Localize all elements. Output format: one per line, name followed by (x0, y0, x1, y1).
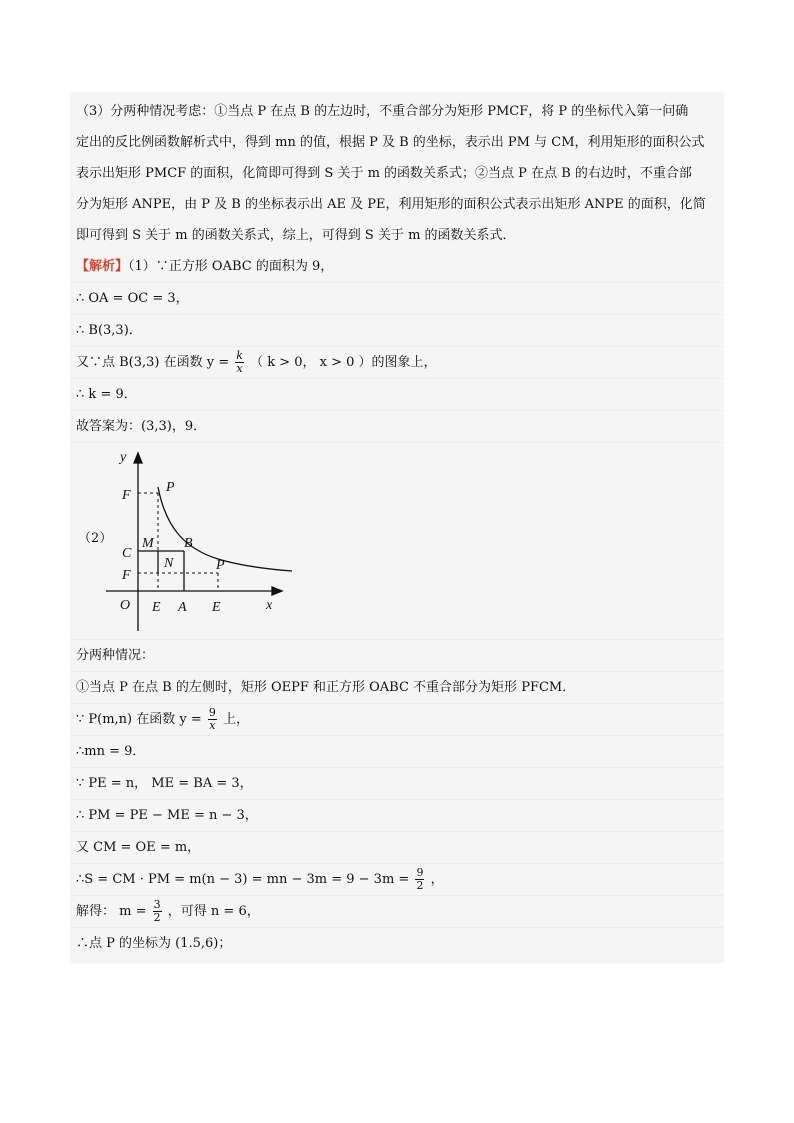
math-line: 又∵点 B(3,3) 在函数 y = (76, 355, 230, 370)
label-P1: P (166, 480, 175, 495)
fraction (153, 899, 162, 924)
label-y: y (120, 450, 127, 465)
fraction-denominator: x (236, 362, 243, 375)
fraction-denominator: x (209, 719, 216, 732)
solution-line-3 (70, 315, 724, 347)
solution-line-1 (70, 251, 724, 283)
text-line: （3）分两种情况考虑：①当点 P 在点 B 的左边时，不重合部分为矩形 PMCF，将 P 的坐标代入第一问确 (76, 104, 689, 119)
text-line: 即可得到 S 关于 m 的函数关系式，综上，可得到 S 关于 m 的函数关系式． (76, 228, 516, 243)
math-line: ，可得 n = 6， (167, 904, 260, 919)
label-C: C (122, 546, 132, 561)
solution-line-8 (70, 672, 724, 704)
text-line: 分两种情况： (76, 648, 155, 663)
text-line: 定出的反比例函数解析式中，得到 mn 的值，根据 P 及 B 的坐标，表示出 PM 与 CM，利用矩形的面积公式 (76, 135, 705, 150)
label-A: A (178, 600, 187, 615)
solution-line-4 (70, 347, 724, 379)
label-M: M (142, 536, 154, 551)
label-E2: E (212, 600, 221, 615)
label-B: B (184, 536, 193, 551)
math-line: ∴点 P 的坐标为 (1.5,6)； (76, 936, 232, 951)
fraction-denominator: 2 (416, 879, 424, 892)
math-line: ∴ k = 9． (76, 387, 137, 402)
math-line: 又 CM = OE = m， (76, 840, 201, 855)
math-line: 上， (223, 712, 250, 727)
figure-label: （2） (78, 531, 113, 546)
label-F1: F (122, 488, 131, 503)
solution-tag: 【解析】 (76, 259, 129, 274)
text-line: ①当点 P 在点 B 的左侧时，矩形 OEPF 和正方形 OABC 不重合部分为矩形 PFCM． (76, 680, 576, 695)
fraction-numerator: 9 (208, 706, 216, 719)
label-F2: F (122, 568, 131, 583)
math-line: ∴mn = 9． (76, 744, 146, 759)
math-line: ∵ PE = n， ME = BA = 3， (76, 776, 253, 791)
math-line: ∴ B(3,3)． (76, 323, 142, 338)
solution-line-6 (70, 411, 724, 443)
label-N: N (164, 556, 174, 571)
solution-line-13 (70, 832, 724, 864)
fraction (208, 707, 217, 732)
text-line: 表示出矩形 PMCF 的面积，化简即可得到 S 关于 m 的函数关系式；②当点 P 在点 B 的右边时，不重合部 (76, 166, 692, 181)
geometry-figure (106, 449, 296, 635)
label-O: O (120, 598, 131, 613)
solution-line-5 (70, 379, 724, 411)
fraction-numerator: 3 (153, 898, 161, 911)
fraction (415, 867, 424, 892)
math-line: （ k > 0， x > 0 ）的图象上， (250, 355, 437, 370)
solution-line-10 (70, 736, 724, 768)
label-x: x (266, 598, 273, 613)
fraction-numerator: 9 (416, 866, 424, 879)
math-line: ， (430, 872, 444, 887)
text-line: 分为矩形 ANPE，由 P 及 B 的坐标表示出 AE 及 PE，利用矩形的面积公式表示出矩形 ANPE 的面积，化简 (76, 197, 706, 212)
hyperbola-curve (158, 487, 292, 571)
document-content (70, 92, 724, 963)
math-line: 解得： m = (76, 904, 147, 919)
x-arrow (272, 587, 282, 595)
math-line: ∴ OA = OC = 3， (76, 291, 189, 306)
math-line: ∴ PM = PE − ME = n − 3， (76, 808, 258, 823)
solution-line-16 (70, 928, 724, 963)
solution-line-2 (70, 283, 724, 315)
solution-line-11 (70, 768, 724, 800)
label-P2: P (216, 558, 225, 573)
fraction (235, 350, 244, 375)
y-arrow (134, 453, 142, 463)
fraction-denominator: 2 (153, 911, 161, 924)
analysis-paragraph (70, 92, 724, 251)
solution-line-9 (70, 704, 724, 736)
math-line: ∵ P(m,n) 在函数 y = (76, 712, 202, 727)
answer-line: 故答案为：(3,3)，9． (76, 419, 207, 434)
fraction-numerator: k (236, 349, 243, 362)
solution-text: （1）∵正方形 OABC 的面积为 9， (128, 259, 334, 274)
solution-line-15 (70, 896, 724, 928)
solution-line-12 (70, 800, 724, 832)
label-E1: E (152, 600, 161, 615)
figure-row (70, 443, 724, 640)
solution-line-7 (70, 640, 724, 672)
math-line: ∴S = CM · PM = m(n − 3) = mn − 3m = 9 − 3m = (76, 872, 410, 887)
solution-line-14 (70, 864, 724, 896)
